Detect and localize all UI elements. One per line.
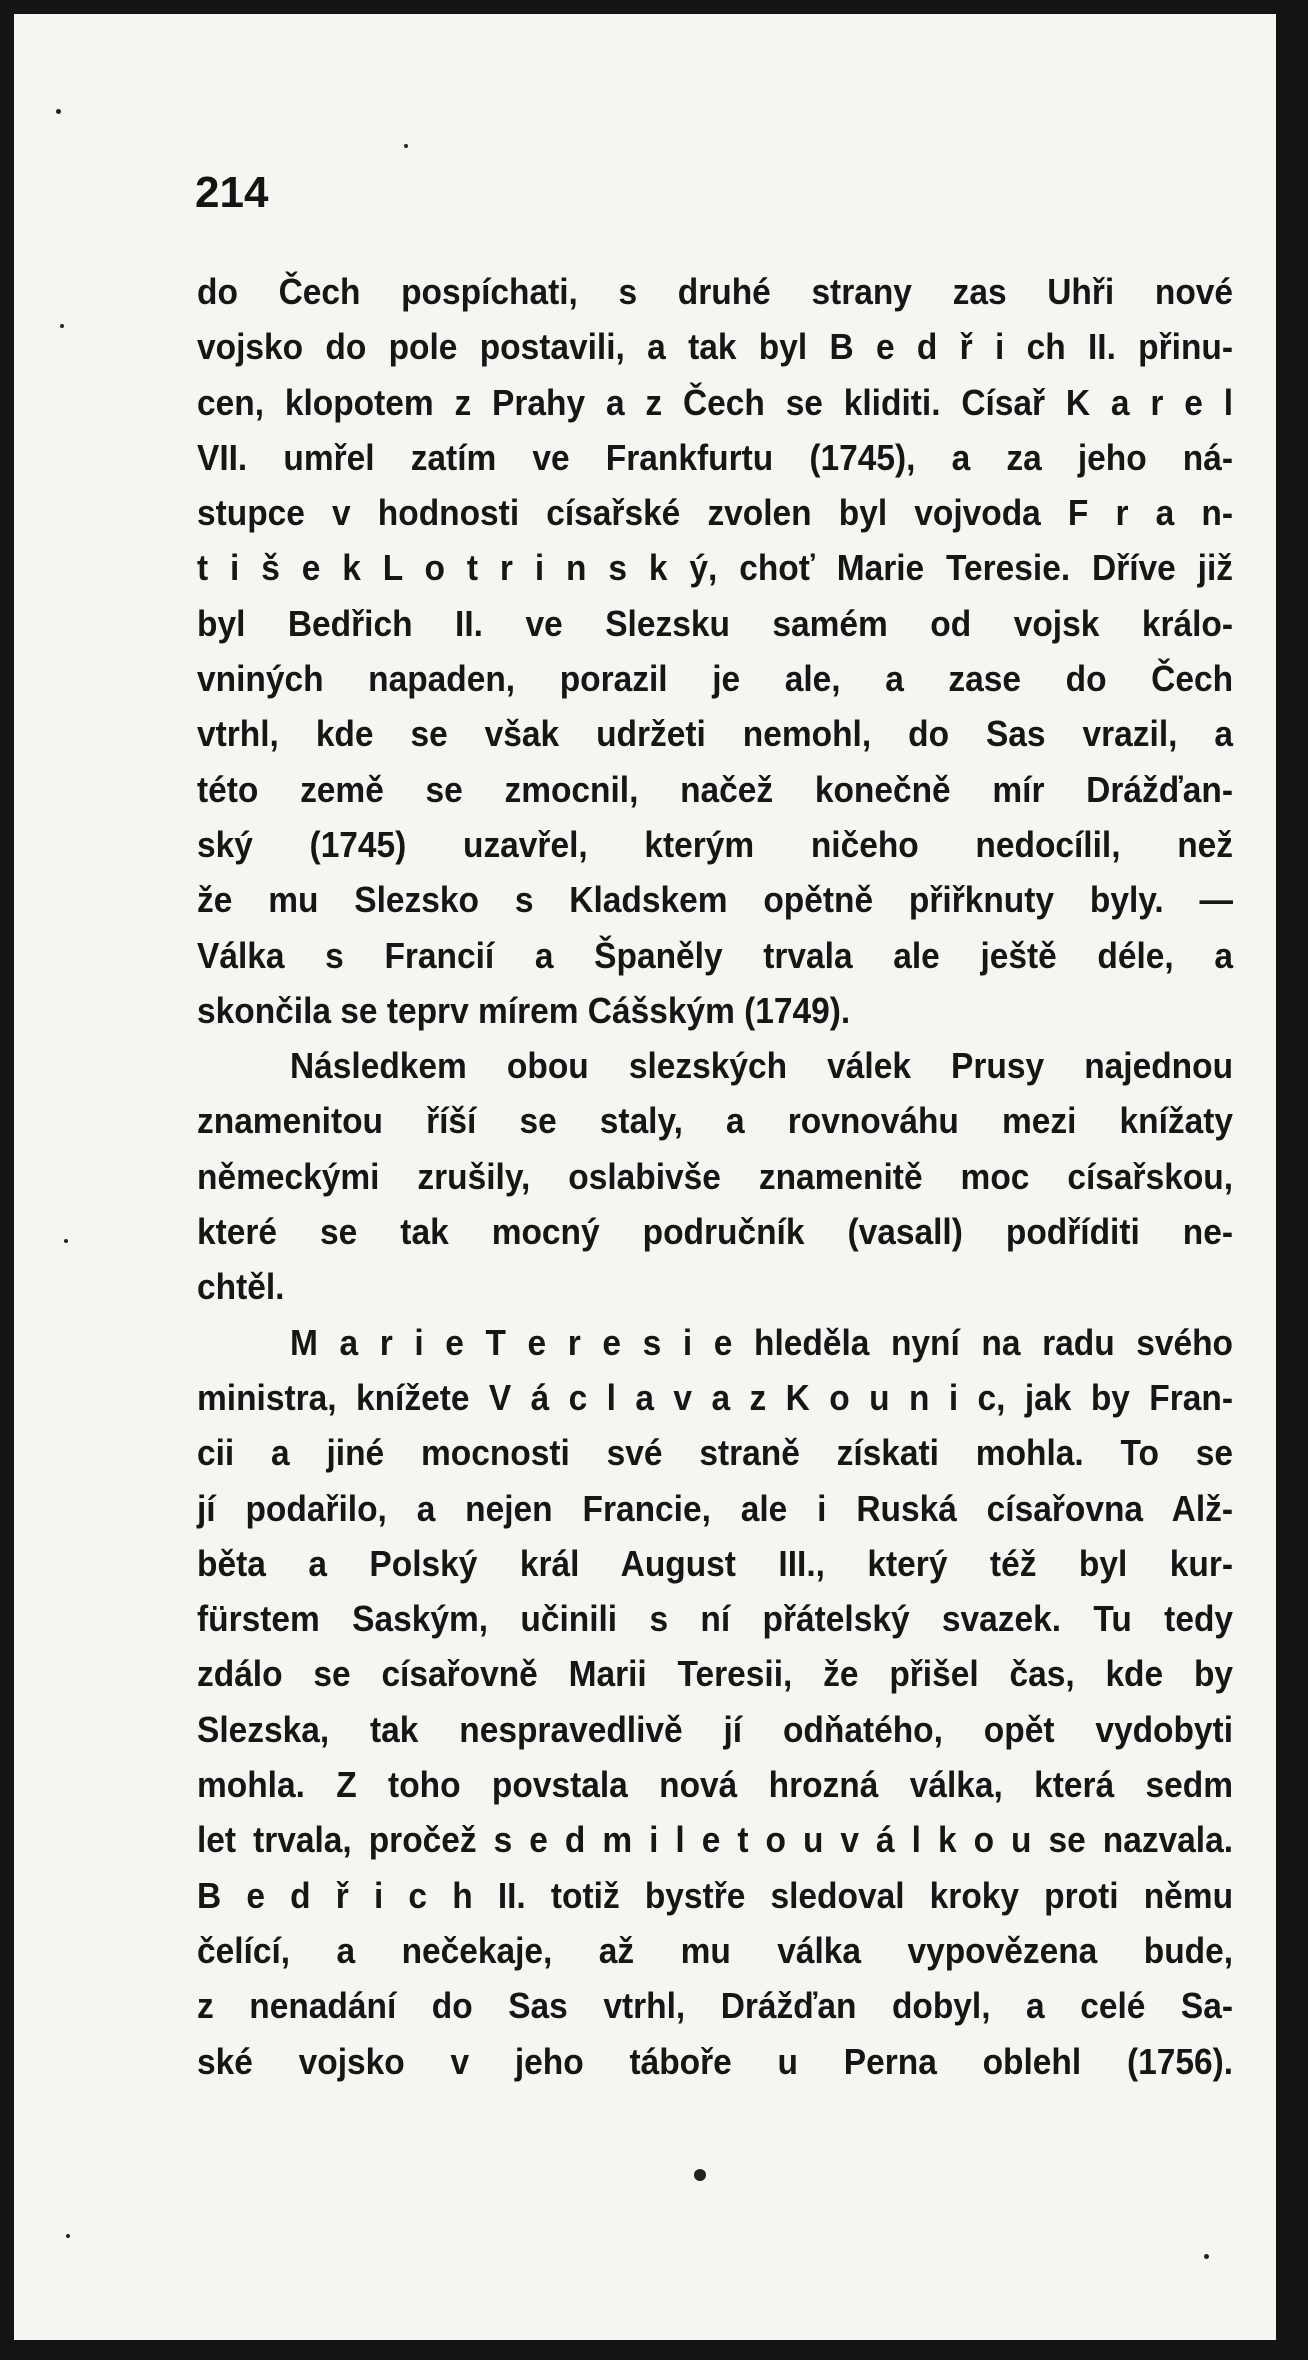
text-line: ské vojsko v jeho táboře u Perna oblehl (1756). [197, 2040, 1234, 2082]
text-line: jí podařilo, a nejen Francie, ale i Ruská císařovna Alž- [197, 1487, 1234, 1529]
text-line: vniných napaden, porazil je ale, a zase do Čech [197, 658, 1234, 700]
text-line: běta a Polský král August III., který též byl kur- [197, 1542, 1234, 1584]
scan-speck [694, 2169, 706, 2181]
body-text [197, 264, 1234, 2089]
text-line: B e d ř i c h II. totiž bystře sledoval kroky proti němu [197, 1874, 1234, 1916]
text-line: této země se zmocnil, načež konečně mír Drážďan- [197, 768, 1234, 810]
text-line: ministra, knížete V á c l a v a z K o u n i c, jak by Fran- [197, 1376, 1234, 1418]
text-line: stupce v hodnosti císařské zvolen byl vojvoda F r a n- [197, 492, 1234, 534]
text-line: ský (1745) uzavřel, kterým ničeho nedocílil, než [197, 823, 1234, 865]
scan-speck [404, 144, 408, 148]
text-line: VII. umřel zatím ve Frankfurtu (1745), a za jeho ná- [197, 436, 1234, 478]
text-line: které se tak mocný područník (vasall) podříditi ne- [197, 1211, 1234, 1253]
scan-speck [56, 109, 61, 114]
text-line: že mu Slezsko s Kladskem opětně přiřknuty byly. — [197, 879, 1234, 921]
text-line: vojsko do pole postavili, a tak byl B e d ř i ch II. přinu- [197, 326, 1234, 368]
text-line: skončila se teprv mírem Cášským (1749). [197, 989, 851, 1031]
text-line: mohla. Z toho povstala nová hrozná válka, která sedm [197, 1764, 1234, 1806]
text-line: cii a jiné mocnosti své straně získati mohla. To se [197, 1432, 1234, 1474]
text-line: cen, klopotem z Prahy a z Čech se kliditi. Císař K a r e l [197, 381, 1234, 423]
text-line: chtěl. [197, 1266, 285, 1308]
text-line: let trvala, pročež s e d m i l e t o u v á l k o u se nazvala. [197, 1819, 1234, 1861]
text-line: byl Bedřich II. ve Slezsku samém od vojsk králo- [197, 602, 1234, 644]
scan-speck [1204, 2254, 1209, 2259]
text-line: čelící, a nečekaje, až mu válka vypovězena bude, [197, 1929, 1234, 1971]
text-line: zdálo se císařovně Marii Teresii, že přišel čas, kde by [197, 1653, 1234, 1695]
text-line: t i š e k L o t r i n s k ý, choť Marie Teresie. Dříve již [197, 547, 1234, 589]
scan-speck [64, 1239, 68, 1243]
text-line: vtrhl, kde se však udržeti nemohl, do Sas vrazil, a [197, 713, 1234, 755]
book-page [14, 14, 1276, 2340]
text-line: Slezska, tak nespravedlivě jí odňatého, opět vydobyti [197, 1708, 1234, 1750]
text-line: Válka s Francií a Španěly trvala ale ještě déle, a [197, 934, 1234, 976]
text-line: M a r i e T e r e s i e hleděla nyní na radu svého [290, 1321, 1234, 1363]
page-number: 214 [195, 168, 269, 217]
text-line: německými zrušily, oslabivše znamenitě moc císařskou, [197, 1155, 1234, 1197]
text-line: fürstem Saským, učinili s ní přátelský svazek. Tu tedy [197, 1598, 1234, 1640]
text-line: znamenitou říší se staly, a rovnováhu mezi knížaty [197, 1100, 1234, 1142]
text-line: do Čech pospíchati, s druhé strany zas Uhři nové [197, 271, 1234, 312]
text-line: Následkem obou slezských válek Prusy najednou [290, 1045, 1234, 1087]
scan-speck [66, 2234, 70, 2238]
scan-speck [60, 324, 64, 328]
text-line: z nenadání do Sas vtrhl, Drážďan dobyl, a celé Sa- [197, 1985, 1234, 2027]
